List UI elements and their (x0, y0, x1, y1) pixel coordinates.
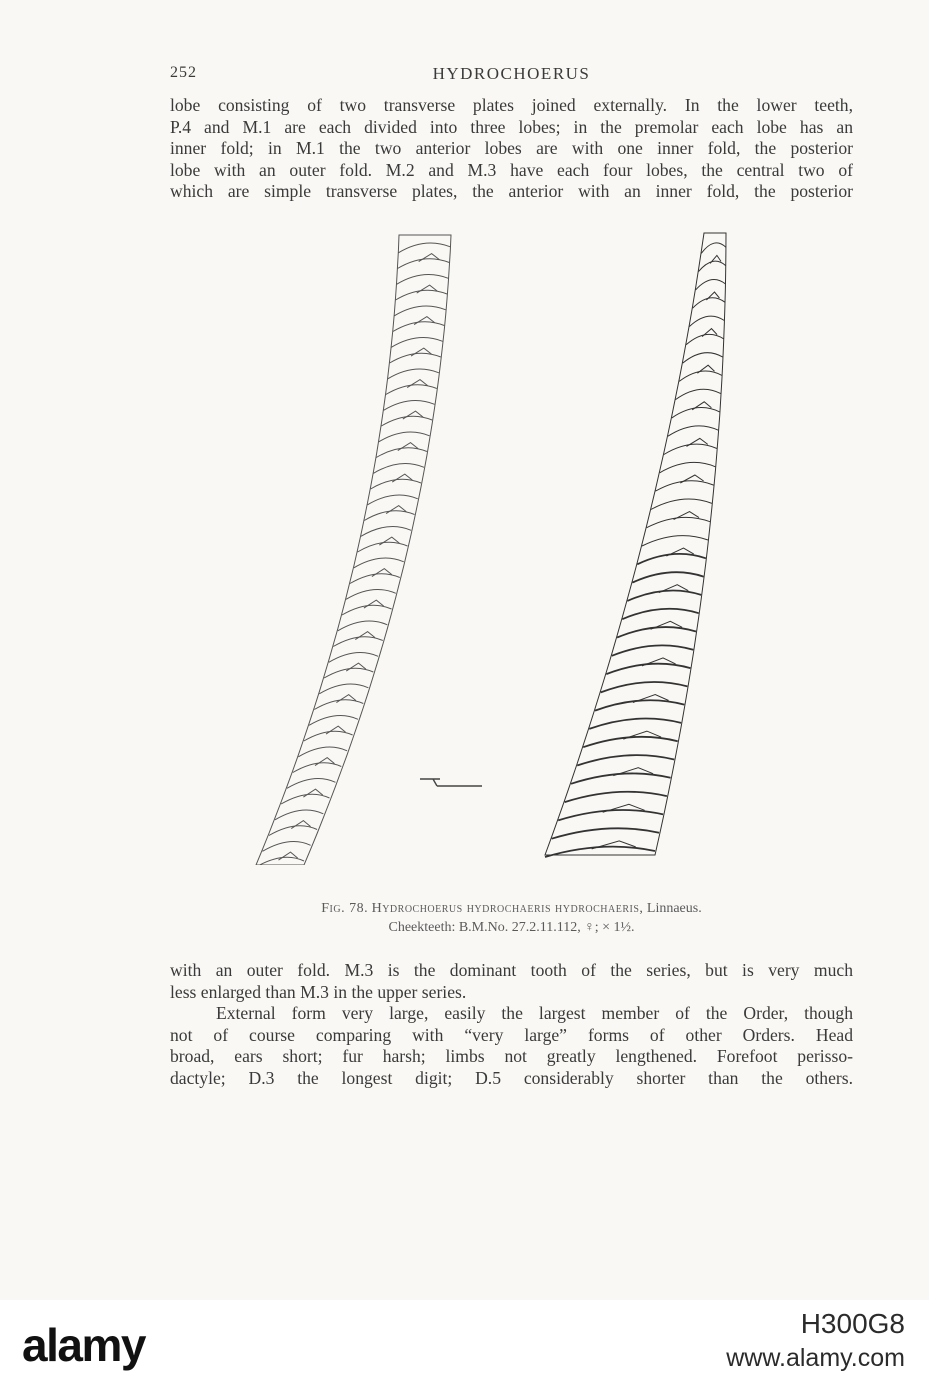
tooth-plate-line (309, 716, 358, 726)
tooth-plate-line (393, 322, 444, 332)
tooth-plate-line (693, 298, 725, 308)
text-line: less enlarged than M.3 in the upper series. (170, 981, 467, 1002)
enamel-fold (346, 663, 366, 671)
tooth-plate-line (263, 842, 311, 852)
tooth-plate-line (701, 243, 726, 253)
tooth-plate-line (558, 810, 663, 820)
tooth-plate-line (329, 653, 378, 663)
tooth-plate-line (689, 316, 724, 326)
tooth-plate-line (368, 495, 418, 505)
tooth-plate-line (298, 747, 347, 757)
tooth-plate-line (396, 290, 448, 300)
tooth-plate-line (397, 275, 449, 285)
tooth-plate-line (660, 462, 716, 472)
tooth-plate-line (386, 385, 437, 395)
text-line: not of course comparing with “very large” forms of other Orders. Head (170, 1024, 853, 1045)
enamel-fold (379, 537, 399, 545)
tooth-plate-line (361, 527, 411, 537)
tooth-plate-line (398, 259, 450, 269)
running-head (170, 64, 853, 88)
tooth-plate-line (699, 261, 726, 271)
tooth-plate-line (577, 755, 674, 765)
tooth-plate-line (647, 517, 710, 527)
tooth-plate-line (552, 828, 659, 838)
enamel-fold (291, 821, 310, 829)
caption-line-2: Cheekteeth: B.M.No. 27.2.11.112, ♀; × 1½. (388, 920, 635, 935)
tooth-plate-line (287, 779, 336, 789)
enamel-fold (411, 348, 432, 356)
tooth-plate-line (384, 401, 435, 411)
enamel-fold (403, 411, 423, 419)
enamel-fold (315, 758, 335, 766)
stock-watermark-band (0, 1300, 929, 1390)
stock-image-id: H300G8 (800, 1308, 905, 1339)
caption-line-1 (170, 899, 853, 918)
enamel-fold (279, 852, 298, 860)
tooth-plate-line (376, 448, 427, 458)
tooth-plate-line (256, 857, 304, 865)
running-title: HYDROCHOERUS (432, 64, 591, 83)
tooth-plate-line (595, 700, 684, 710)
tooth-plate-line (565, 792, 667, 802)
tooth-plate-line (679, 371, 722, 381)
figure-caption (170, 899, 853, 937)
enamel-fold (355, 632, 375, 640)
enamel-fold (417, 285, 438, 293)
tooth-plate-line (364, 511, 414, 521)
tooth-plate-line (617, 627, 696, 637)
text-line: External form very large, easily the largest member of the Order, though (216, 1003, 853, 1023)
enamel-fold (336, 695, 356, 703)
tooth-plate-line (612, 645, 694, 655)
stock-info (726, 1308, 905, 1373)
tooth-plate-line (622, 609, 698, 619)
enamel-fold (386, 506, 406, 514)
tooth-plate-line (672, 408, 720, 418)
stock-url: www.alamy.com (726, 1344, 905, 1372)
enamel-fold (326, 726, 346, 734)
text-line: lobe with an outer fold. M.2 and M.3 have each four lobes, the central two of (170, 159, 853, 180)
text-line: lobe consisting of two transverse plates joined externally. In the lower teeth, (170, 95, 853, 115)
lower-cheekteeth-row (545, 233, 726, 857)
text-line: broad, ears short; fur harsh; limbs not greatly lengthened. Forefoot perisso- (170, 1046, 853, 1066)
tooth-row-outline (256, 235, 451, 865)
tooth-plate-line (388, 369, 439, 379)
enamel-fold (392, 474, 412, 482)
text-line: which are simple transverse plates, the anterior with an inner fold, the posterior (170, 181, 853, 201)
enamel-fold (364, 600, 384, 608)
tooth-plate-line (642, 536, 708, 546)
tooth-plate-line (676, 389, 721, 399)
figure-cheekteeth (250, 225, 790, 865)
text-line: P.4 and M.1 are each divided into three lobes; in the premolar each lobe has an (170, 116, 853, 137)
scale-mark (420, 779, 482, 786)
upper-cheekteeth-row (256, 235, 451, 865)
enamel-fold (398, 443, 418, 451)
paragraph-bottom (170, 960, 853, 1089)
text-line: dactyle; D.3 the longest digit; D.5 considerably shorter than the others. (170, 1067, 853, 1088)
page-number: 252 (170, 64, 197, 81)
enamel-fold (372, 569, 392, 577)
enamel-fold (419, 254, 440, 262)
tooth-plate-line (668, 426, 718, 436)
tooth-plate-line (390, 353, 441, 363)
tooth-plate-line (346, 590, 396, 600)
tooth-plate-line (601, 682, 688, 692)
tooth-plate-line (686, 334, 724, 344)
cheekteeth-drawing (250, 225, 790, 865)
text-line: with an outer fold. M.3 is the dominant tooth of the series, but is very much (170, 960, 853, 980)
enamel-fold (303, 789, 322, 797)
text-line: inner fold; in M.1 the two anterior lobes are with one inner fold, the posterior (170, 138, 853, 158)
tooth-row-outline (545, 233, 726, 855)
tooth-plate-line (656, 481, 714, 491)
tooth-plate-line (381, 416, 432, 426)
caption-authority: Linnaeus. (646, 901, 702, 916)
tooth-plate-line (627, 590, 701, 600)
enamel-fold (407, 380, 427, 388)
tooth-plate-line (371, 479, 421, 489)
tooth-plate-line (338, 621, 388, 631)
tooth-plate-line (319, 684, 368, 694)
paragraph-top (170, 95, 853, 203)
tooth-plate-line (637, 554, 706, 564)
tooth-plate-line (606, 664, 690, 674)
tooth-plate-line (354, 558, 404, 568)
tooth-plate-line (275, 810, 323, 820)
tooth-plate-line (358, 542, 408, 552)
tooth-plate-line (651, 499, 712, 509)
tooth-plate-line (583, 737, 678, 747)
tooth-plate-line (391, 338, 442, 348)
alamy-logo: alamy (22, 1319, 145, 1371)
tooth-plate-line (683, 353, 723, 363)
tooth-plate-line (589, 719, 681, 729)
tooth-plate-line (571, 773, 671, 783)
enamel-fold (414, 317, 435, 325)
tooth-plate-line (374, 464, 425, 474)
caption-taxon: Hydrochoerus hydrochaeris hydrochaeris, (371, 901, 644, 916)
tooth-plate-line (398, 243, 450, 253)
tooth-plate-line (632, 572, 703, 582)
tooth-plate-line (379, 432, 430, 442)
tooth-plate-line (664, 444, 717, 454)
caption-label: Fig. 78. (321, 901, 369, 916)
tooth-plate-line (696, 279, 726, 289)
tooth-plate-line (394, 306, 446, 316)
